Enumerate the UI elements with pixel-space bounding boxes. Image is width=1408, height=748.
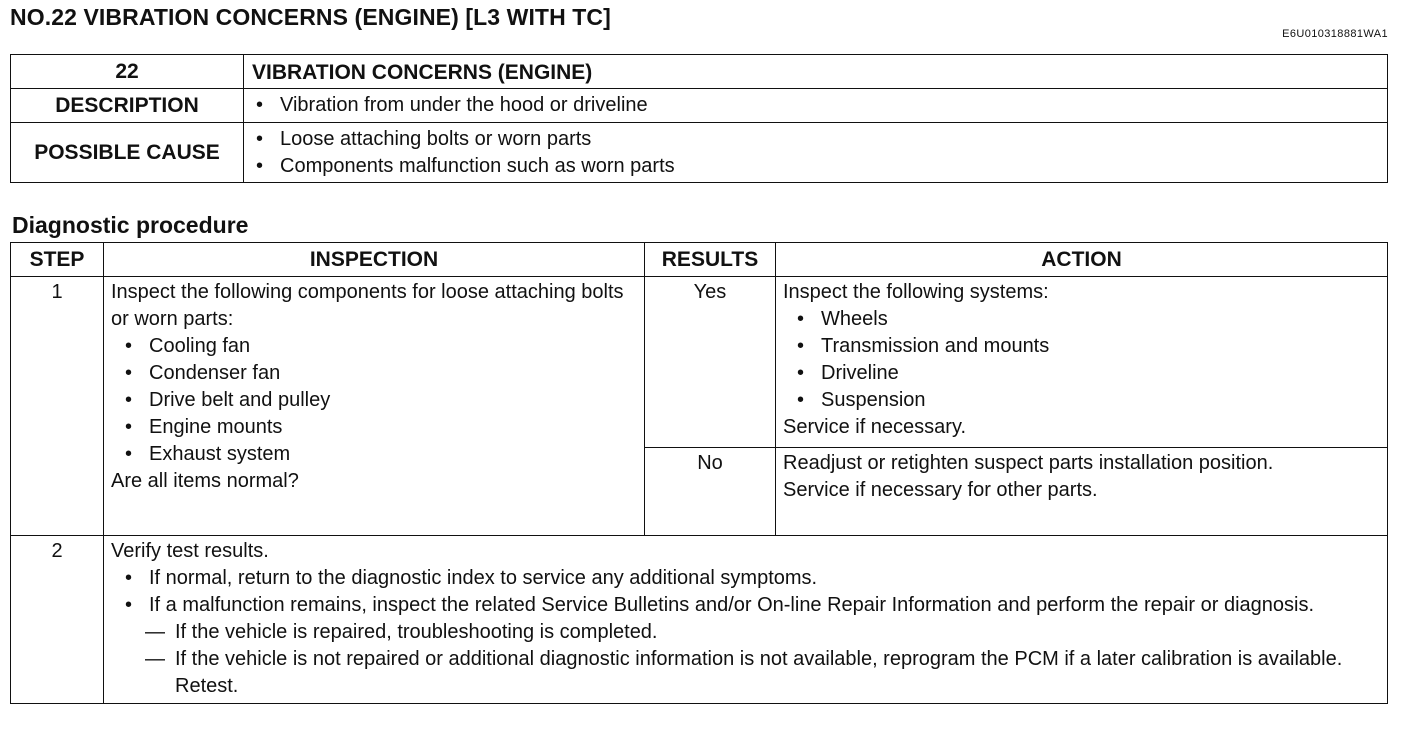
action-yes	[776, 277, 1388, 448]
diagnostic-procedure-table	[10, 242, 1388, 704]
possible-cause-label: POSSIBLE CAUSE	[11, 123, 244, 183]
action-no	[776, 448, 1388, 536]
cause-item: • Loose attaching bolts or worn parts	[254, 126, 1379, 153]
step-1-inspection	[104, 277, 645, 536]
diagnostic-header-row	[11, 243, 1388, 277]
action-no-line-2: Service if necessary for other parts.	[783, 479, 1098, 501]
action-yes-note: Service if necessary.	[783, 416, 967, 438]
step-2-row	[11, 536, 1388, 704]
description-cell	[244, 89, 1388, 123]
result-no: No	[645, 448, 776, 536]
component-item: • Engine mounts	[123, 414, 637, 441]
step-1-question: Are all items normal?	[111, 470, 299, 492]
symptom-number: 22	[11, 55, 244, 89]
description-row	[11, 89, 1388, 123]
page-title: NO.22 VIBRATION CONCERNS (ENGINE) [L3 WITH TC]	[10, 4, 611, 30]
component-item: • Drive belt and pulley	[123, 387, 637, 414]
document-id: E6U010318881WA1	[1282, 28, 1388, 40]
possible-cause-row	[11, 123, 1388, 183]
step-1-yes-row	[11, 277, 1388, 448]
action-yes-intro: Inspect the following systems:	[783, 281, 1049, 303]
step-2-dash-item: — If the vehicle is repaired, troubleshooting is completed.	[145, 619, 1380, 646]
action-no-line-1: Readjust or retighten suspect parts installation position.	[783, 452, 1274, 474]
symptom-summary-table	[10, 54, 1388, 183]
step-2-intro: Verify test results.	[111, 540, 269, 562]
step-2-bullet: • If normal, return to the diagnostic index to service any additional symptoms.	[123, 565, 1380, 592]
component-item: • Exhaust system	[123, 441, 637, 468]
cause-item: • Components malfunction such as worn parts	[254, 153, 1379, 180]
step-1-inspection-intro: Inspect the following components for loose attaching bolts or worn parts:	[111, 281, 624, 330]
system-item: • Transmission and mounts	[795, 333, 1380, 360]
system-item: • Suspension	[795, 387, 1380, 414]
step-2-content	[104, 536, 1388, 704]
step-1-number: 1	[11, 277, 104, 536]
section-title: Diagnostic procedure	[12, 212, 249, 238]
step-2-number: 2	[11, 536, 104, 704]
result-yes: Yes	[645, 277, 776, 448]
description-label: DESCRIPTION	[11, 89, 244, 123]
component-item: • Cooling fan	[123, 333, 637, 360]
step-2-dash-item: — If the vehicle is not repaired or additional diagnostic information is not available, reprogram the PCM if a later calibration is available. Retest.	[145, 646, 1380, 700]
inspection-column-header: INSPECTION	[104, 243, 645, 277]
description-item: • Vibration from under the hood or driveline	[254, 92, 1379, 119]
step-2-bullet: • If a malfunction remains, inspect the related Service Bulletins and/or On-line Repair Information and perform the repair or diagnosis.	[123, 592, 1380, 619]
component-item: • Condenser fan	[123, 360, 637, 387]
step-column-header: STEP	[11, 243, 104, 277]
system-item: • Driveline	[795, 360, 1380, 387]
action-column-header: ACTION	[776, 243, 1388, 277]
symptom-name: VIBRATION CONCERNS (ENGINE)	[244, 55, 1388, 89]
summary-header-row	[11, 55, 1388, 89]
system-item: • Wheels	[795, 306, 1380, 333]
possible-cause-cell	[244, 123, 1388, 183]
results-column-header: RESULTS	[645, 243, 776, 277]
